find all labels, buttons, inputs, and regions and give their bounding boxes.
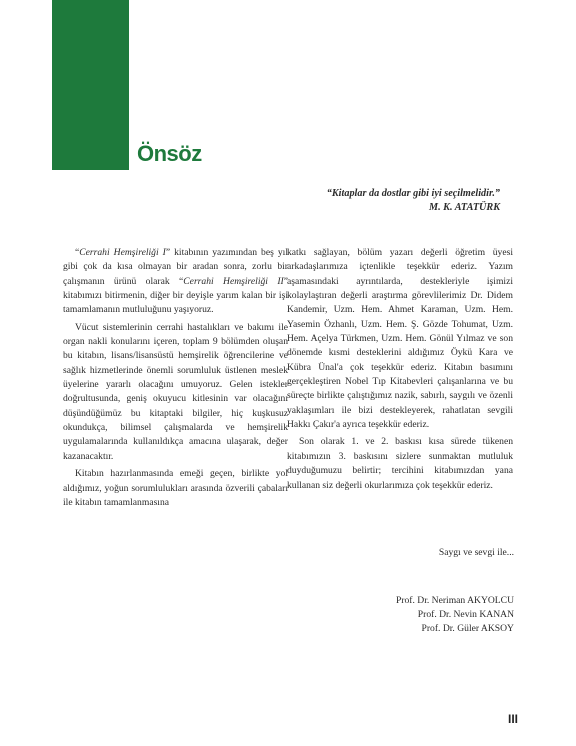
signature-name: Prof. Dr. Neriman AKYOLCU — [395, 595, 514, 606]
paragraph: Kitabın hazırlanmasında emeği geçen, birlikte yol aldığımız, yoğun sorumlulukları arasında özverili çabaları ile kitabın tamamlanmasına — [63, 468, 288, 508]
epigraph-author: M. K. ATATÜRK — [429, 202, 500, 213]
signature-name: Prof. Dr. Nevin KANAN — [417, 609, 514, 620]
page-number: III — [507, 712, 518, 726]
page-title: Önsöz — [137, 141, 202, 166]
book-title: Cerrahi Hemşireliği II — [183, 275, 284, 287]
left-text-column — [63, 246, 288, 513]
book-title: Cerrahi Hemşireliği I — [79, 247, 166, 258]
paragraph: Vücut sistemlerinin cerrahi hastalıkları ve bakımı ile organ nakli konularını içeren, toplam 9 bölümden oluşan bu kitabın, lisans/lisansüstü hemşirelik öğrencilerine ve sağlık hizmetlerinde önemli sorumluluk üstlenen meslek üyelerine yararlı olacağını umuyoruz. Gelen istekler doğrultusunda, geniş okuyucu kitlesinin var olacağını düşündüğümüz bu kitaptaki bilgiler, hiç kuşkusuz okundukça, bilimsel çalışmalarda ve hemşirelik uygulamalarında kullanıldıkça amacına ulaşarak, değer kazanacaktır. — [63, 321, 288, 462]
header-color-bar — [52, 0, 129, 170]
epigraph-text: “Kitaplar da dostlar gibi iyi seçilmelidir.” — [326, 188, 500, 199]
signature-name: Prof. Dr. Güler AKSOY — [421, 623, 514, 634]
paragraph: Son olarak 1. ve 2. baskısı kısa sürede tükenen kitabımızın 3. baskısını sizlere sunmaktan mutluluk duyduğumuzu belirtir; tercihini kitabımızdan yana kullanan siz değerli okurlarımıza çok teşekkür ederiz. — [287, 436, 513, 491]
paragraph: katkı sağlayan, bölüm yazarı değerli öğretim üyesi arkadaşlarımıza içtenlikle teşekkür ederiz. Yazım aşamasındaki ayrıntılarda, destekleriyle işimizi kolaylaştıran değerli araştırma görevlilerimiz Dr. Didem Kandemir, Uzm. Hem. Ahmet Karaman, Uzm. Hem. Yasemin Özhanlı, Uzm. Hem. Ş. Gözde Tohumat, Uzm. Hem. Açelya Türkmen, Uzm. Hem. Gönül Yılmaz ve son dönemde kısmi desteklerini aldığımız Öykü Kara ve Kübra Ünal'a çok teşekkür ederiz. Kitabın basımını gerçekleştiren Nobel Tıp Kitabevleri çalışanlarına ve bu süreçte birlikte çalıştığımız nazik, sabırlı, saygılı ve özenli yaklaşımları ile bizi destekleyerek, rahatlatan sevgili Hakkı Çakır'a ayrıca teşekkür ederiz. — [287, 247, 513, 431]
signature-block — [396, 594, 514, 636]
epigraph — [327, 187, 500, 215]
closing-line: Saygı ve sevgi ile... — [438, 547, 514, 558]
paragraph: “Cerrahi Hemşireliği I” kitabının yazımından beş yıl gibi çok da kısa olmayan bir aradan sonra, zorlu bir çalışmanın ürünü olarak “Cerrahi Hemşireliği II” kitabımızı bitirmenin, diğer bir deyişle yarım kalan bir işi tamamlamanın mutluluğunu yaşıyoruz. — [63, 247, 288, 316]
right-text-column — [287, 246, 513, 496]
